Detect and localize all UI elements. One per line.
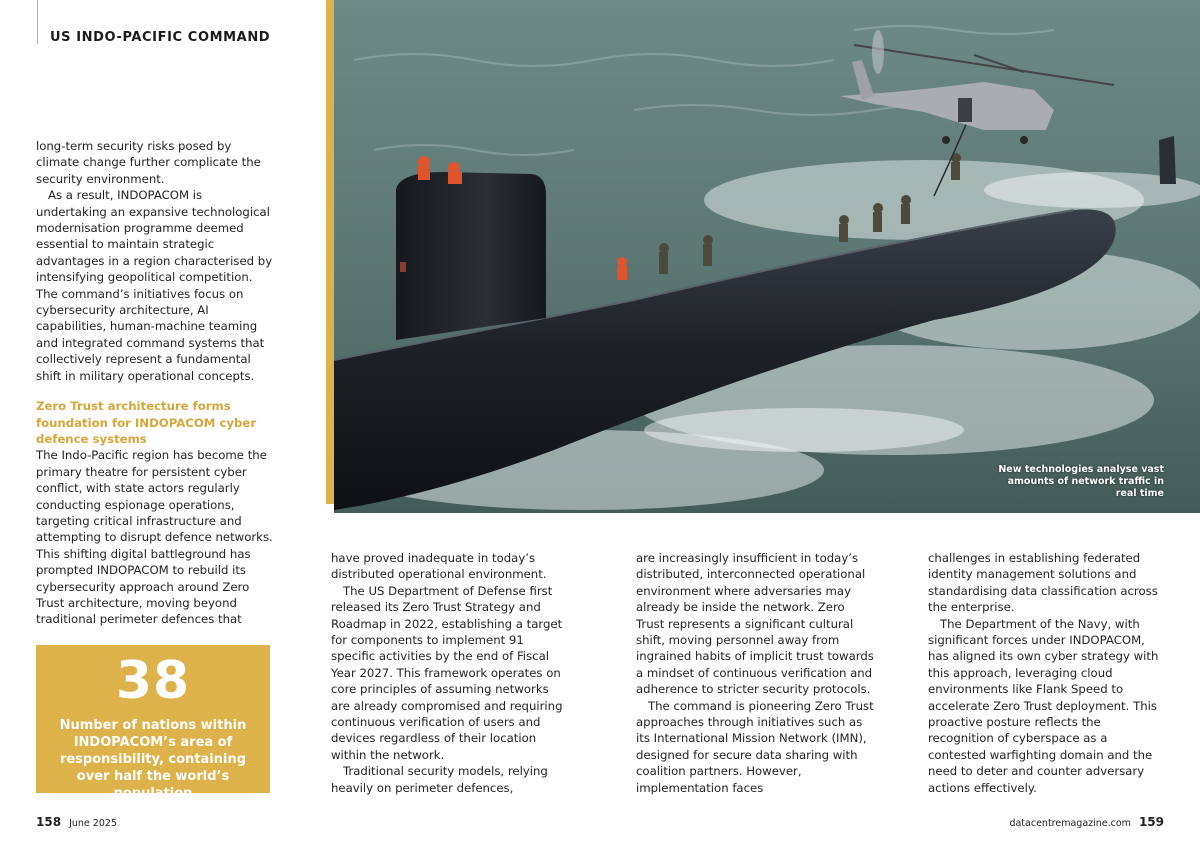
section-subheading: Zero Trust architecture forms foundation for INDOPACOM cyber defence systems <box>36 399 257 446</box>
body-paragraph: The Department of the Navy, with significant forces under INDOPACOM, has aligned its own cyber strategy with this approach, leveraging cloud environments like Flank Speed to accelerate Zero Trust deployment. This proactive posture reflects the recognition of cyberspace as a contested warfighting domain and the need to deter and counter adversary actions effectively. <box>928 616 1159 795</box>
body-paragraph: challenges in establishing federated identity management solutions and standardising data classification across the enterprise. <box>928 551 1158 615</box>
issue-date: June 2025 <box>69 818 117 829</box>
body-paragraph: As a result, INDOPACOM is undertaking an expansive technological modernisation programme deemed essential to maintain strategic advantages in a region characterised by intensifying geopolitical competition. The command’s initiatives focus on cybersecurity architecture, AI capabilities, human-machine teaming and integrated command systems that collectively represent a fundamental shift in military operational concepts. <box>36 188 273 383</box>
body-paragraph: have proved inadequate in today’s distributed operational environment. <box>331 551 547 582</box>
site-link[interactable]: datacentremagazine.com <box>1009 818 1131 829</box>
section-title: US INDO-PACIFIC COMMAND <box>50 30 271 45</box>
stat-description: Number of nations within INDOPACOM’s area of responsibility, containing over half the world’s population <box>59 718 247 801</box>
photo-caption: New technologies analyse vast amounts of network traffic in real time <box>998 464 1164 499</box>
body-paragraph: Traditional security models, relying heavily on perimeter defences, <box>331 764 548 795</box>
article-column-4 <box>928 550 1164 796</box>
stat-callout-box <box>36 645 270 801</box>
article-column-2 <box>331 550 563 796</box>
photo-accent-bar <box>326 0 334 504</box>
stat-number: 38 <box>115 651 191 711</box>
page-number-right: 159 <box>1138 815 1164 829</box>
footer-left <box>36 815 117 829</box>
article-column-1 <box>36 138 276 628</box>
header-divider <box>37 0 38 44</box>
body-paragraph: are increasingly insufficient in today’s distributed, interconnected operational environment where adversaries may already be inside the network. Zero Trust represents a significant cultural shift, moving personnel away from ingrained habits of implicit trust towards a mindset of continuous verification and adherence to stricter security protocols. <box>636 551 874 697</box>
footer-right <box>1009 815 1164 829</box>
submarine-helicopter-photo <box>334 0 1200 513</box>
body-paragraph: The command is pioneering Zero Trust approaches through initiatives such as its International Mission Network (IMN), designed for secure data sharing with coalition partners. However, implementation faces <box>636 698 874 795</box>
body-paragraph: long-term security risks posed by climate change further complicate the security environment. <box>36 139 261 186</box>
page-number-left: 158 <box>36 815 62 829</box>
body-paragraph: The Indo-Pacific region has become the primary theatre for persistent cyber conflict, with state actors regularly conducting espionage operations, targeting critical infrastructure and attempting to disrupt defence networks. This shifting digital battleground has prompted INDOPACOM to rebuild its cybersecurity approach around Zero Trust architecture, moving beyond traditional perimeter defences that <box>36 448 273 627</box>
body-paragraph: The US Department of Defense first released its Zero Trust Strategy and Roadmap in 2022, establishing a target for components to implement 91 specific activities by the end of Fiscal Year 2027. This framework operates on core principles of assuming networks are already compromised and requiring continuous verification of users and devices regardless of their location within the network. <box>331 583 563 762</box>
article-column-3 <box>636 550 876 796</box>
